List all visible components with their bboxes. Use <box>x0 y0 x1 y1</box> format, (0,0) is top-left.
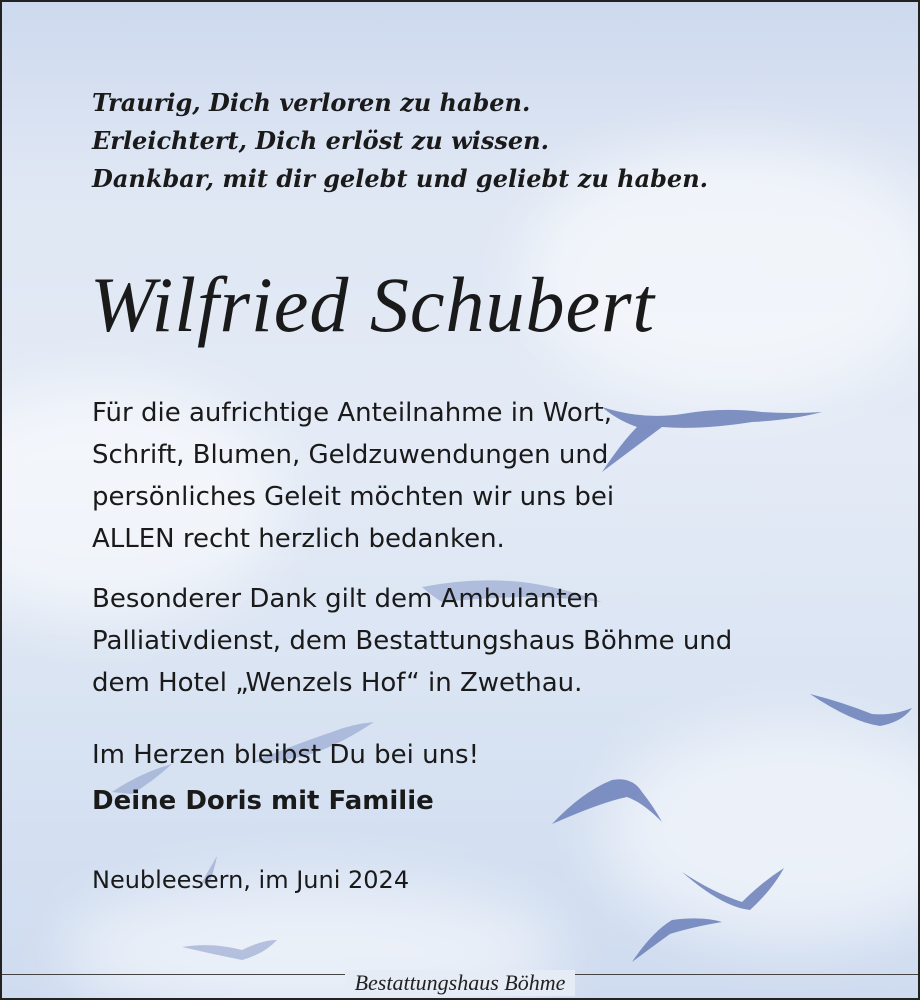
special-thanks-line: Palliativdienst, dem Bestattungshaus Böhme und <box>92 626 733 656</box>
seagull-icon <box>810 694 912 726</box>
thanks-paragraph <box>92 392 614 560</box>
family-signature: Deine Doris mit Familie <box>92 786 434 816</box>
special-thanks-line: dem Hotel „Wenzels Hof“ in Zwethau. <box>92 668 583 698</box>
thanks-line: persönliches Geleit möchten wir uns bei <box>92 482 615 512</box>
seagull-icon <box>182 940 277 960</box>
special-thanks-line: Besonderer Dank gilt dem Ambulanten <box>92 584 599 614</box>
place-date-line: Neubleesern, im Juni 2024 <box>92 866 410 894</box>
special-thanks-paragraph <box>92 578 732 704</box>
funeral-home-logo: Bestattungshaus Böhme <box>345 970 576 996</box>
motto-line: Dankbar, mit dir gelebt und geliebt zu haben. <box>92 164 708 193</box>
thanks-line: ALLEN recht herzlich bedanken. <box>92 524 505 554</box>
thanks-line: Für die aufrichtige Anteilnahme in Wort, <box>92 398 612 428</box>
farewell-line: Im Herzen bleibst Du bei uns! <box>92 740 480 770</box>
seagull-icon <box>632 918 722 962</box>
seagull-icon <box>602 407 822 472</box>
motto-line: Erleichtert, Dich erlöst zu wissen. <box>92 126 549 155</box>
deceased-name: Wilfried Schubert <box>90 261 656 348</box>
motto-verse <box>92 84 708 198</box>
seagull-icon <box>682 868 784 910</box>
thanks-line: Schrift, Blumen, Geldzuwendungen und <box>92 440 609 470</box>
seagull-icon <box>552 779 662 824</box>
closing-block <box>92 732 479 824</box>
motto-line: Traurig, Dich verloren zu haben. <box>92 88 531 117</box>
footer <box>2 968 918 998</box>
